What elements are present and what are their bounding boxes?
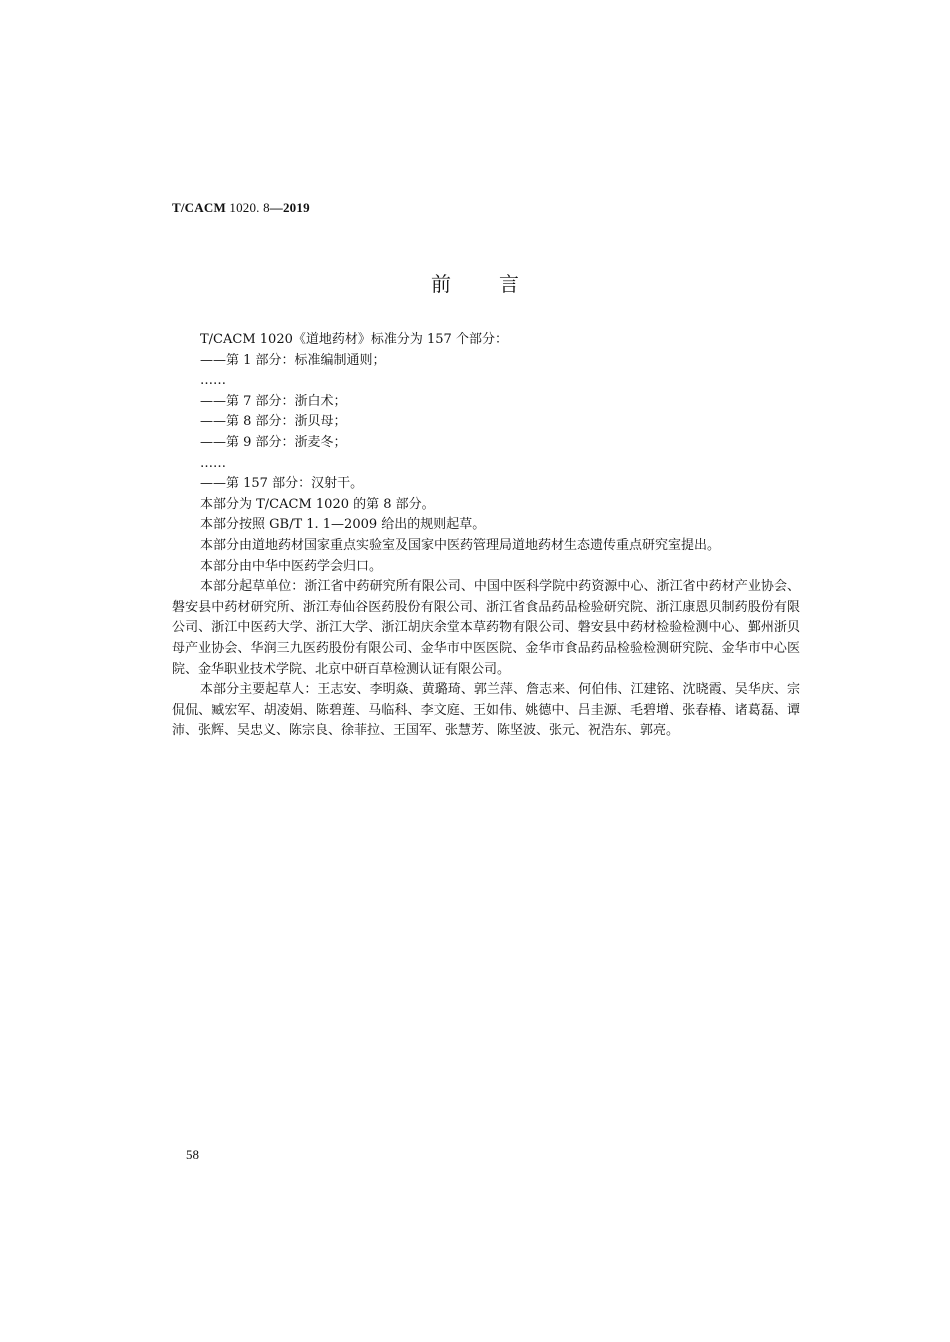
page-number: 58 (186, 1147, 199, 1162)
part-list-item: ——第 8 部分：浙贝母； (200, 414, 347, 430)
page-title: 前言 (431, 272, 567, 296)
foreword-intro: T/CACM 1020《道地药材》标准分为 157 个部分： (200, 332, 508, 347)
paragraph-centralized-by: 本部分由中华中医药学会归口。 (200, 558, 383, 574)
part-list-item: ——第 9 部分：浙麦冬； (200, 434, 347, 450)
standard-part-number: 1020. 8 (225, 200, 270, 215)
standard-year: —2019 (269, 200, 310, 215)
paragraph-drafters: 本部分主要起草人：王志安、李明焱、黄璐琦、郭兰萍、詹志来、何伯伟、江建铭、沈晓霞、吴华庆、宗侃侃、臧宏军、胡凌娟、陈碧莲、马临科、李文庭、王如伟、姚德中、吕圭源、毛碧增、张春椿、诸葛磊、谭沛、张辉、吴忠义、陈宗良、徐菲拉、王国军、张慧芳、陈坚波、张元、祝浩东、郭亮。 (172, 682, 800, 739)
part-list-ellipsis: …… (200, 455, 226, 471)
part-list-ellipsis: …… (200, 373, 226, 389)
paragraph-drafting-units: 本部分起草单位：浙江省中药研究所有限公司、中国中医科学院中药资源中心、浙江省中药材产业协会、磐安县中药材研究所、浙江寿仙谷医药股份有限公司、浙江省食品药品检验研究院、浙江康恩贝制药股份有限公司、浙江中医药大学、浙江大学、浙江胡庆余堂本草药物有限公司、磐安县中药材检验检测中心、鄞州浙贝母产业协会、华润三九医药股份有限公司、金华市中医医院、金华市食品药品检验检测研究院、金华市中心医院、金华职业技术学院、北京中研百草检测认证有限公司。 (172, 579, 800, 677)
standard-number (172, 200, 310, 216)
paragraph-drafting-rules: 本部分按照 GB/T 1. 1—2009 给出的规则起草。 (200, 517, 486, 533)
part-list-item: ——第 7 部分：浙白术； (200, 393, 347, 409)
foreword-body (172, 330, 800, 742)
paragraph-proposer: 本部分由道地药材国家重点实验室及国家中医药管理局道地药材生态遗传重点研究室提出。 (200, 537, 721, 553)
part-list-item: ——第 157 部分：汉射干。 (200, 476, 364, 492)
part-list-item: ——第 1 部分：标准编制通则； (200, 352, 386, 368)
paragraph-part-statement: 本部分为 T/CACM 1020 的第 8 部分。 (200, 496, 435, 512)
standard-prefix: T/CACM (172, 200, 226, 215)
